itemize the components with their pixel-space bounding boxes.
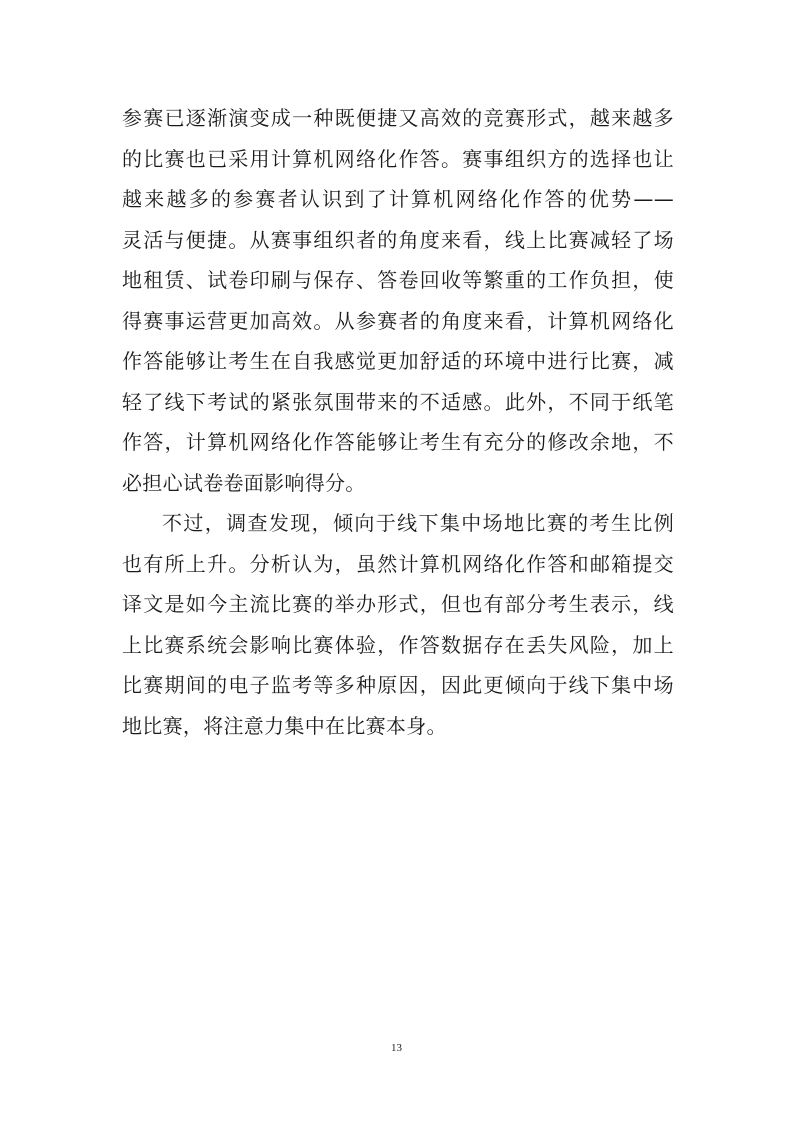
text-line: 比赛期间的电子监考等多种原因，因此更倾向于线下集中场 bbox=[122, 673, 674, 697]
text-line: 不过，调查发现，倾向于线下集中场地比赛的考生比例 bbox=[162, 511, 674, 535]
text-line: 必担心试卷卷面影响得分。 bbox=[122, 470, 366, 495]
text-line: 地比赛，将注意力集中在比赛本身。 bbox=[122, 713, 447, 738]
text-line: 作答能够让考生在自我感觉更加舒适的环境中进行比赛，减 bbox=[122, 349, 674, 373]
page-number: 13 bbox=[391, 1042, 402, 1054]
text-line: 参赛已逐渐演变成一种既便捷又高效的竞赛形式，越来越多 bbox=[122, 106, 674, 130]
text-line: 灵活与便捷。从赛事组织者的角度来看，线上比赛减轻了场 bbox=[122, 227, 674, 252]
text-line: 地租赁、试卷印刷与保存、答卷回收等繁重的工作负担，使 bbox=[122, 268, 674, 292]
paragraph-2 bbox=[122, 503, 674, 746]
text-line: 轻了线下考试的紧张氛围带来的不适感。此外，不同于纸笔 bbox=[122, 389, 674, 414]
text-line: 作答，计算机网络化作答能够让考生有充分的修改余地，不 bbox=[122, 430, 674, 454]
text-line: 也有所上升。分析认为，虽然计算机网络化作答和邮箱提交 bbox=[122, 551, 674, 576]
text-line: 上比赛系统会影响比赛体验，作答数据存在丢失风险，加上 bbox=[122, 632, 674, 657]
text-line: 得赛事运营更加高效。从参赛者的角度来看，计算机网络化 bbox=[122, 308, 674, 333]
text-line: 越来越多的参赛者认识到了计算机网络化作答的优势—— bbox=[122, 187, 674, 211]
paragraph-1 bbox=[122, 98, 674, 503]
body-text bbox=[122, 98, 674, 746]
text-line: 的比赛也已采用计算机网络化作答。赛事组织方的选择也让 bbox=[122, 146, 674, 171]
text-line: 译文是如今主流比赛的举办形式，但也有部分考生表示，线 bbox=[122, 592, 674, 616]
